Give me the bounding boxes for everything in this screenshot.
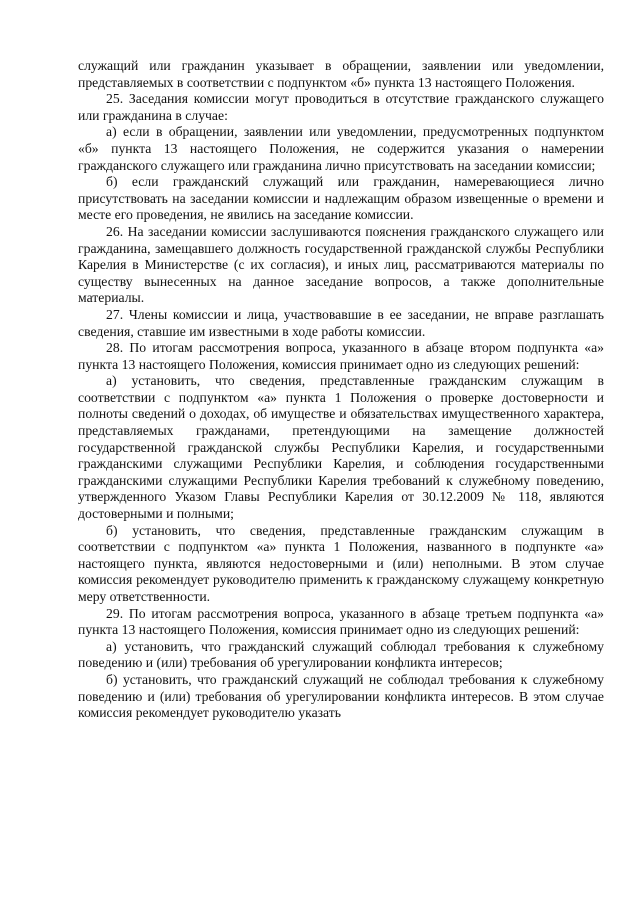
paragraph-29-b: б) установить, что гражданский служащий не соблюдал требования к служебному поведению и (или) требования об урегулировании конфликта интересов. В этом случае комиссия рекомендует руководителю указать — [78, 671, 604, 721]
paragraph-28-a: а) установить, что сведения, представленные гражданским служащим в соответствии с подпунктом «а» пункта 1 Положения о проверке достоверности и полноты сведений о доходах, об имуществе и обязательствах имущественного характера, представляемых гражданами, претендующими на замещение должностей государственной гражданской службы Республики Карелия, и государственными гражданскими служащими Республики Карелия, и соблюдения государственными гражданскими служащими Республики Карелия требований к служебному поведению, утвержденного Указом Главы Республики Карелия от 30.12.2009 № 118, являются достоверными и полными; — [78, 373, 604, 522]
paragraph-29-a: а) установить, что гражданский служащий соблюдал требования к служебному поведению и (или) требования об урегулировании конфликта интересов; — [78, 638, 604, 671]
paragraph-29: 29. По итогам рассмотрения вопроса, указанного в абзаце третьем подпункта «а» пункта 13 настоящего Положения, комиссия принимает одно из следующих решений: — [78, 605, 604, 638]
paragraph-25: 25. Заседания комиссии могут проводиться в отсутствие гражданского служащего или гражданина в случае: — [78, 91, 604, 123]
paragraph-continuation: служащий или гражданин указывает в обращении, заявлении или уведомлении, представляемых в соответствии с подпунктом «б» пункта 13 настоящего Положения. — [78, 58, 604, 90]
paragraph-25-a: а) если в обращении, заявлении или уведомлении, предусмотренных подпунктом «б» пункта 13 настоящего Положения, не содержится указания о намерении гражданского служащего или гражданина лично присутствовать на заседании комиссии; — [78, 124, 604, 173]
paragraph-28-b: б) установить, что сведения, представленные гражданским служащим в соответствии с подпунктом «а» пункта 1 Положения, названного в подпункте «а» настоящего пункта, являются недостоверными и (или) неполными. В этом случае комиссия рекомендует руководителю применить к гражданскому служащему конкретную меру ответственности. — [78, 522, 604, 604]
paragraph-26: 26. На заседании комиссии заслушиваются пояснения гражданского служащего или гражданина, замещавшего должность государственной гражданской службы Республики Карелия в Министерстве (с их согласия), и иных лиц, рассматриваются материалы по существу вынесенных на данное заседание вопросов, а также дополнительные материалы. — [78, 223, 604, 306]
paragraph-28: 28. По итогам рассмотрения вопроса, указанного в абзаце втором подпункта «а» пункта 13 настоящего Положения, комиссия принимает одно из следующих решений: — [78, 340, 604, 372]
paragraph-27: 27. Члены комиссии и лица, участвовавшие в ее заседании, не вправе разглашать сведения, ставшие им известными в ходе работы комиссии. — [78, 306, 604, 339]
paragraph-25-b: б) если гражданский служащий или гражданин, намеревающиеся лично присутствовать на заседании комиссии и надлежащим образом извещенные о времени и месте его проведения, не явились на заседание комиссии. — [78, 174, 604, 223]
